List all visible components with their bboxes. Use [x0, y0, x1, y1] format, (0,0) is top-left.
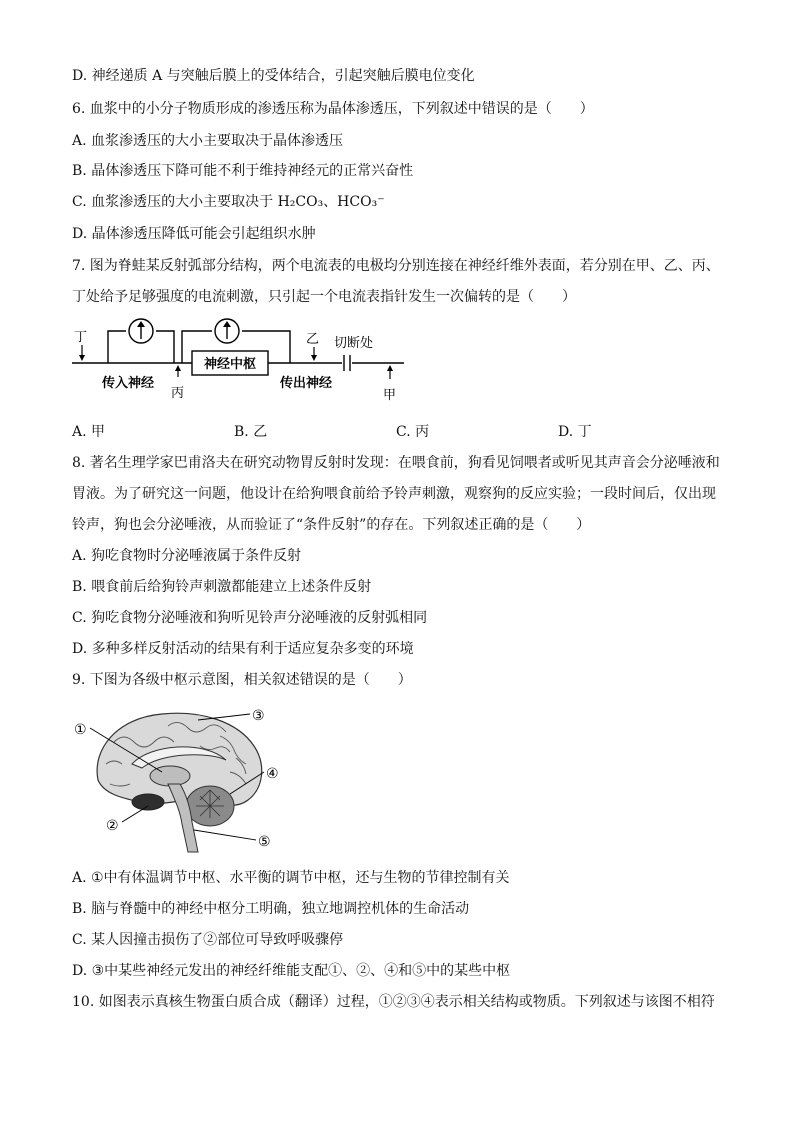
q9-option-b: B. 脑与脊髓中的神经中枢分工明确，独立地调控机体的生命活动 — [72, 901, 470, 917]
q6-option-b: B. 晶体渗透压下降可能不利于维持神经元的正常兴奋性 — [72, 163, 414, 179]
q10-stem-line-1: 10. 如图表示真核生物蛋白质合成（翻译）过程，①②③④表示相关结构或物质。下列叙述与该图不相符 — [72, 994, 715, 1010]
nerve-center-label: 神经中枢 — [203, 357, 257, 372]
q8-option-c: C. 狗吃食物分泌唾液和狗听见铃声分泌唾液的反射弧相同 — [72, 610, 428, 626]
point-bing-label: 丙 — [171, 386, 185, 401]
q9-stem: 9. 下图为各级中枢示意图，相关叙述错误的是（ ） — [72, 672, 412, 688]
q8-option-d: D. 多种多样反射活动的结果有利于适应复杂多变的环境 — [72, 641, 414, 657]
q8-option-b: B. 喂食前后给狗铃声刺激都能建立上述条件反射 — [72, 579, 372, 595]
reflex-arc-diagram — [70, 315, 410, 407]
q8-option-a: A. 狗吃食物时分泌唾液属于条件反射 — [72, 548, 302, 564]
q6-option-c: C. 血浆渗透压的大小主要取决于 H₂CO₃、HCO₃⁻ — [72, 194, 385, 210]
q9-option-a: A. ①中有体温调节中枢、水平衡的调节中枢，还与生物的节律控制有关 — [72, 870, 510, 886]
diencephalon — [150, 766, 190, 786]
brain-mark-5: ⑤ — [258, 834, 271, 850]
q6-option-d: D. 晶体渗透压降低可能会引起组织水肿 — [72, 226, 316, 242]
point-yi-label: 乙 — [306, 332, 320, 347]
q8-stem-line-1: 8. 著名生理学家巴甫洛夫在研究动物胃反射时发现：在喂食前，狗看见饲喂者或听见其声音会分泌唾液和 — [72, 455, 720, 471]
q7-stem-line-1: 7. 图为脊蛙某反射弧部分结构，两个电流表的电极均分别连接在神经纤维外表面，若分别在甲、乙、丙、 — [72, 258, 720, 274]
q7-option-a: A. 甲 — [72, 424, 106, 440]
q7-option-d: D. 丁 — [558, 424, 592, 440]
brain-mark-1: ① — [74, 722, 87, 738]
brain-mark-3: ③ — [252, 708, 265, 724]
q7-option-c: C. 丙 — [396, 424, 430, 440]
brain-diagram — [70, 702, 290, 854]
point-ding-label: 丁 — [74, 330, 88, 345]
q7-option-b: B. 乙 — [234, 424, 268, 440]
q9-option-c: C. 某人因撞击损伤了②部位可导致呼吸骤停 — [72, 932, 344, 948]
q6-stem: 6. 血浆中的小分子物质形成的渗透压称为晶体渗透压，下列叙述中错误的是（ ） — [72, 101, 594, 117]
q8-stem-line-3: 铃声，狗也会分泌唾液，从而验证了“条件反射”的存在。下列叙述正确的是（ ） — [72, 517, 591, 533]
cut-point-label: 切断处 — [334, 336, 374, 351]
q6-option-a: A. 血浆渗透压的大小主要取决于晶体渗透压 — [72, 133, 344, 149]
q5-option-d: D. 神经递质 A 与突触后膜上的受体结合，引起突触后膜电位变化 — [72, 68, 475, 84]
brain-mark-2: ② — [106, 818, 119, 834]
point-jia-label: 甲 — [383, 388, 397, 403]
brain-mark-4: ④ — [266, 766, 279, 782]
q8-stem-line-2: 胃液。为了研究这一问题，他设计在给狗喂食前给予铃声刺激，观察狗的反应实验；一段时间后，仅出现 — [72, 486, 716, 502]
afferent-nerve-label: 传入神经 — [102, 376, 155, 391]
q9-option-d: D. ③中某些神经元发出的神经纤维能支配①、②、④和⑤中的某些中枢 — [72, 963, 511, 979]
efferent-nerve-label: 传出神经 — [280, 376, 333, 391]
q7-stem-line-2: 丁处给予足够强度的电流刺激，只引起一个电流表指针发生一次偏转的是（ ） — [72, 289, 576, 305]
